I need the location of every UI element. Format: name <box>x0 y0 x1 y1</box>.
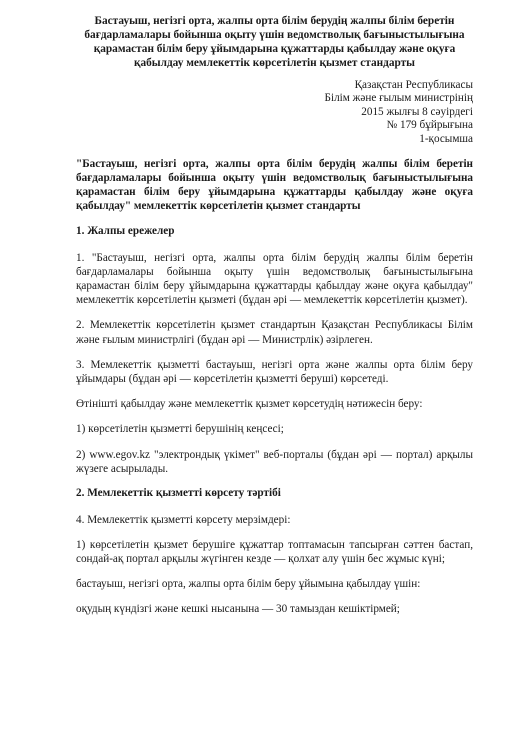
paragraph: 1) көрсетілетін қызмет берушіге құжаттар топтамасын тапсырған сәттен бастап, сондай-ақ портал арқылы жүгінген кезде — қолхат алу үшін бес жұмыс күні; <box>76 538 473 566</box>
approval-line: № 179 бұйрығына <box>386 119 473 132</box>
paragraph: 1. "Бастауыш, негізгі орта, жалпы орта білім берудің жалпы білім беретін бағдарламалары бойынша оқыту үшін ведомстволық бағыныстылығына қарамастан білім беру ұйымдарына құжаттарды қабылдау және оқуға қабылдау" мемлекеттік көрсетілетін қызметі (бұдан әрі — мемлекеттік көрсетілетін қызмет). <box>76 251 473 307</box>
approval-line: Қазақстан Республикасы <box>354 79 473 91</box>
paragraph: 2. Мемлекеттік көрсетілетін қызмет стандартын Қазақстан Республикасы Білім және ғылым министрлігі (бұдан әрі — Министрлік) әзірлеген. <box>76 319 473 346</box>
paragraph: бастауыш, негізгі орта, жалпы орта білім беру ұйымына қабылдау үшін: <box>76 578 421 591</box>
approval-block <box>76 79 473 146</box>
document-title: Бастауыш, негізгі орта, жалпы орта білім берудің жалпы білім беретін бағдарламалары бойынша оқыту үшін ведомстволық бағыныстылығына қарамастан білім беру ұйымдарына құжаттарды қабылдау және оқуға қабылдау мемлекеттік көрсетілетін қызмет стандарты <box>84 15 465 69</box>
paragraph: 4. Мемлекеттік қызметті көрсету мерзімдері: <box>76 513 291 526</box>
paragraph: оқудың күндізгі және кешкі нысанына — 30 тамыздан кешіктірмей; <box>76 603 400 616</box>
paragraph: Өтінішті қабылдау және мемлекеттік қызмет көрсетудің нәтижесін беру: <box>76 398 423 411</box>
paragraph: 2) www.egov.kz "электрондық үкімет" веб-порталы (бұдан әрі — портал) арқылы жүзеге асырылады. <box>76 448 473 475</box>
standard-title: "Бастауыш, негізгі орта, жалпы орта білім берудің жалпы білім беретін бағдарламалары бойынша оқыту үшін ведомстволық бағыныстылығына қарамастан білім беру ұйымдарына құжаттарды қабылдау және оқуға қабылдау" мемлекеттік көрсетілетін қызмет стандарты <box>76 158 473 213</box>
section-heading-procedure: 2. Мемлекеттік қызметті көрсету тәртібі <box>76 487 281 500</box>
paragraph: 3. Мемлекеттік қызметті бастауыш, негізгі орта және жалпы орта білім беру ұйымдары (бұдан әрі — көрсетілетін қызметті беруші) көрсетеді. <box>76 358 473 386</box>
approval-line: Білім және ғылым министрінің <box>324 92 473 105</box>
approval-line: 2015 жылғы 8 сәуірдегі <box>361 105 473 118</box>
paragraph: 1) көрсетілетін қызметті берушінің кеңсесі; <box>76 423 284 436</box>
approval-line: 1-қосымша <box>419 132 473 145</box>
section-heading-general: 1. Жалпы ережелер <box>76 225 175 238</box>
